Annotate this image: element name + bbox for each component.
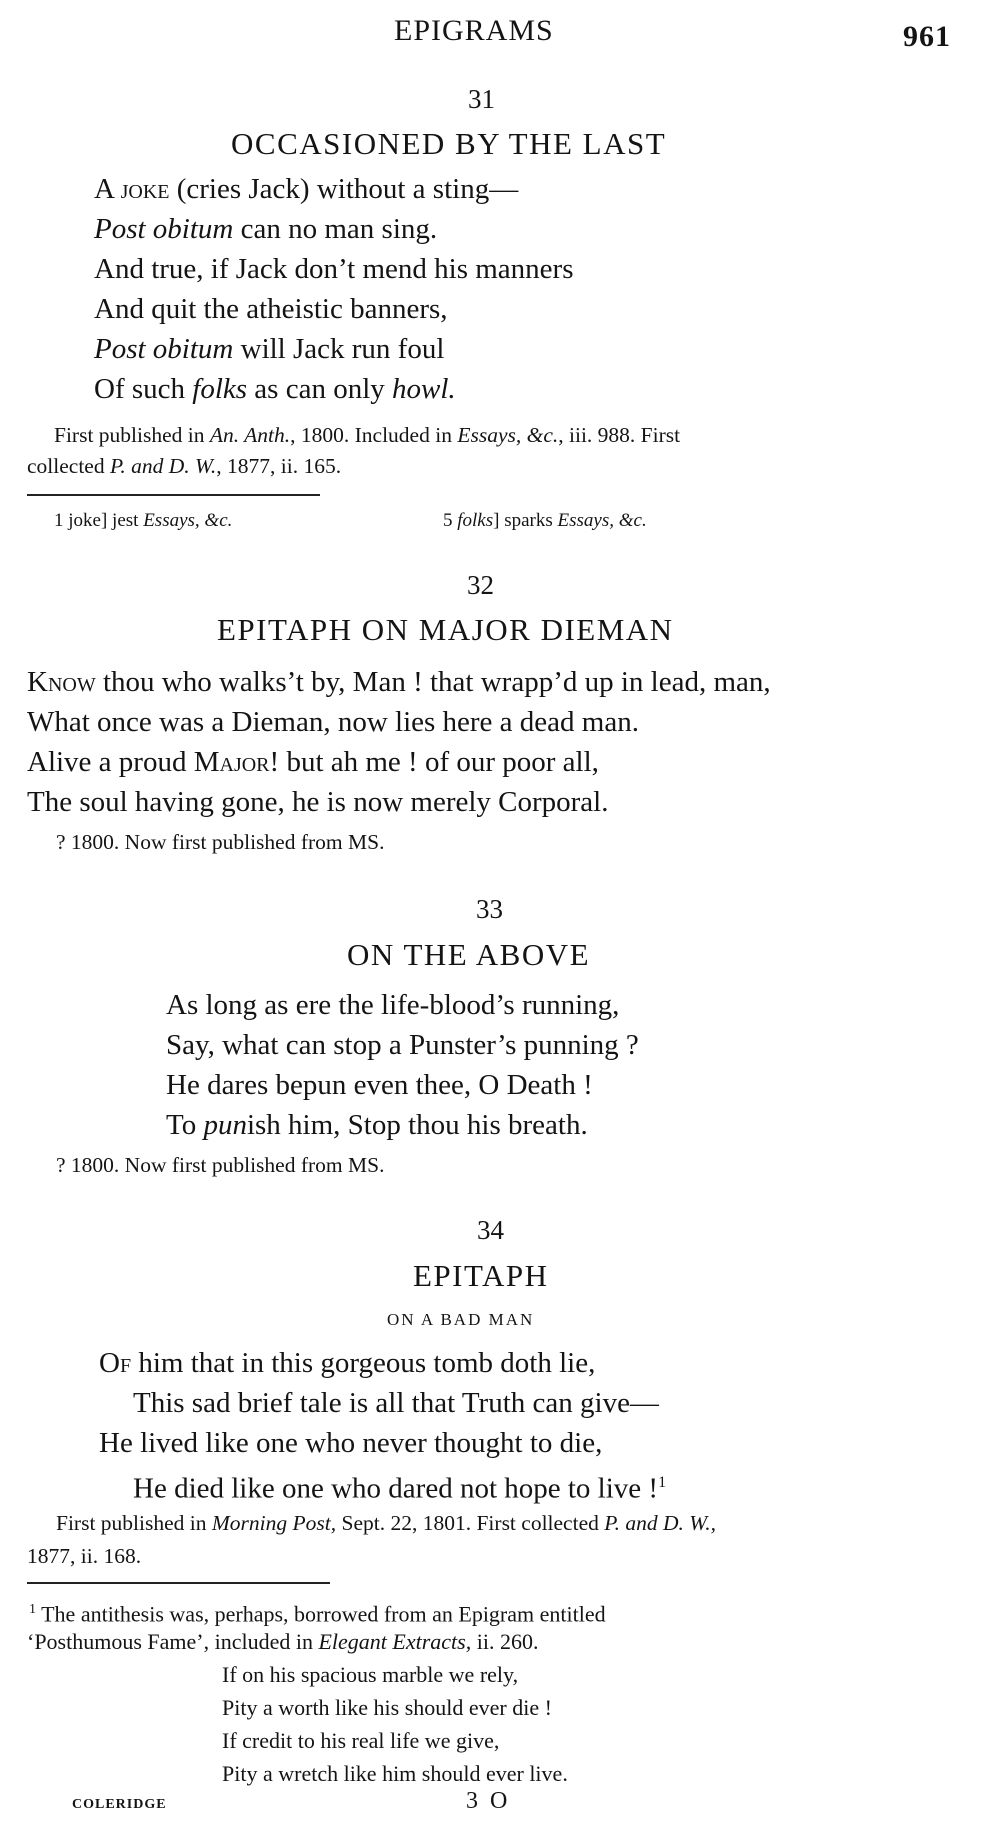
poem-34-subtitle: ON A BAD MAN: [387, 1310, 535, 1329]
poem-34-line-1: Of him that in this gorgeous tomb doth lie,: [99, 1347, 596, 1379]
poem-32-number: 32: [467, 570, 494, 600]
poem-33-line-1: As long as ere the life-blood’s running,: [166, 989, 620, 1021]
poem-32-line-1: Know thou who walks’t by, Man ! that wrapp’d up in lead, man,: [27, 666, 771, 698]
poem-34-publication-note-2: 1877, ii. 168.: [27, 1544, 142, 1568]
poem-31-publication-note-2: collected P. and D. W., 1877, ii. 165.: [27, 454, 342, 478]
footnote-quote-line-1: If on his spacious marble we rely,: [222, 1662, 519, 1687]
divider-rule: [27, 494, 320, 496]
poem-34-title: EPITAPH: [413, 1258, 549, 1293]
poem-31-publication-note-1: First published in An. Anth., 1800. Included in Essays, &c., iii. 988. First: [54, 423, 681, 447]
poem-31-line-3: And true, if Jack don’t mend his manners: [94, 253, 574, 285]
poem-33-number: 33: [476, 894, 503, 924]
variant-reading-1: 1 joke] jest Essays, &c.: [54, 510, 233, 531]
variant-reading-2: 5 folks] sparks Essays, &c.: [443, 510, 647, 531]
page-number: 961: [903, 20, 951, 53]
poem-34-number: 34: [477, 1215, 504, 1245]
poem-31-title: OCCASIONED BY THE LAST: [231, 126, 667, 161]
signature-mark: 3 O: [466, 1788, 511, 1814]
poem-33-line-3: He dares bepun even thee, O Death !: [166, 1069, 593, 1101]
poem-31-line-1: A joke (cries Jack) without a sting—: [94, 173, 519, 205]
poem-32-publication-note: ? 1800. Now first published from MS.: [56, 830, 385, 854]
poem-32-title: EPITAPH ON MAJOR DIEMAN: [217, 612, 674, 647]
footnote-line-1: $^1$ The antithesis was, perhaps, borrowed from an Epigram entitled: [29, 1601, 606, 1627]
poem-33-line-2: Say, what can stop a Punster’s punning ?: [166, 1029, 639, 1061]
poem-34-publication-note-1: First published in Morning Post, Sept. 22, 1801. First collected P. and D. W.,: [56, 1511, 716, 1535]
running-title: EPIGRAMS: [394, 14, 554, 47]
poem-32-line-2: What once was a Dieman, now lies here a dead man.: [27, 706, 639, 738]
poem-31-line-6: Of such folks as can only howl.: [94, 373, 456, 405]
poem-33-publication-note: ? 1800. Now first published from MS.: [56, 1153, 385, 1177]
footnote-reference: 1: [658, 1474, 667, 1491]
footnote-line-2: ‘Posthumous Fame’, included in Elegant Extracts, ii. 260.: [27, 1629, 539, 1654]
poem-31-line-5: Post obitum will Jack run foul: [94, 333, 445, 365]
poem-34-line-4: He died like one who dared not hope to live !$^1$: [133, 1472, 667, 1505]
poem-31-line-2: Post obitum can no man sing.: [94, 213, 438, 245]
poem-34-line-2: This sad brief tale is all that Truth can give—: [133, 1387, 659, 1419]
footnote-quote-line-4: Pity a wretch like him should ever live.: [222, 1761, 568, 1786]
poem-31-line-4: And quit the atheistic banners,: [94, 293, 448, 325]
footnote-rule: [27, 1582, 330, 1584]
poem-34-line-3: He lived like one who never thought to die,: [99, 1427, 603, 1459]
poem-33-line-4: To punish him, Stop thou his breath.: [166, 1109, 588, 1141]
poem-31-number: 31: [468, 84, 495, 114]
poem-33-title: ON THE ABOVE: [347, 937, 591, 972]
footnote-quote-line-2: Pity a worth like his should ever die !: [222, 1695, 552, 1720]
footnote-quote-line-3: If credit to his real life we give,: [222, 1728, 500, 1753]
poem-32-line-4: The soul having gone, he is now merely Corporal.: [27, 786, 609, 818]
poem-32-line-3: Alive a proud Major! but ah me ! of our poor all,: [27, 746, 599, 778]
footer-author: COLERIDGE: [72, 1797, 167, 1812]
